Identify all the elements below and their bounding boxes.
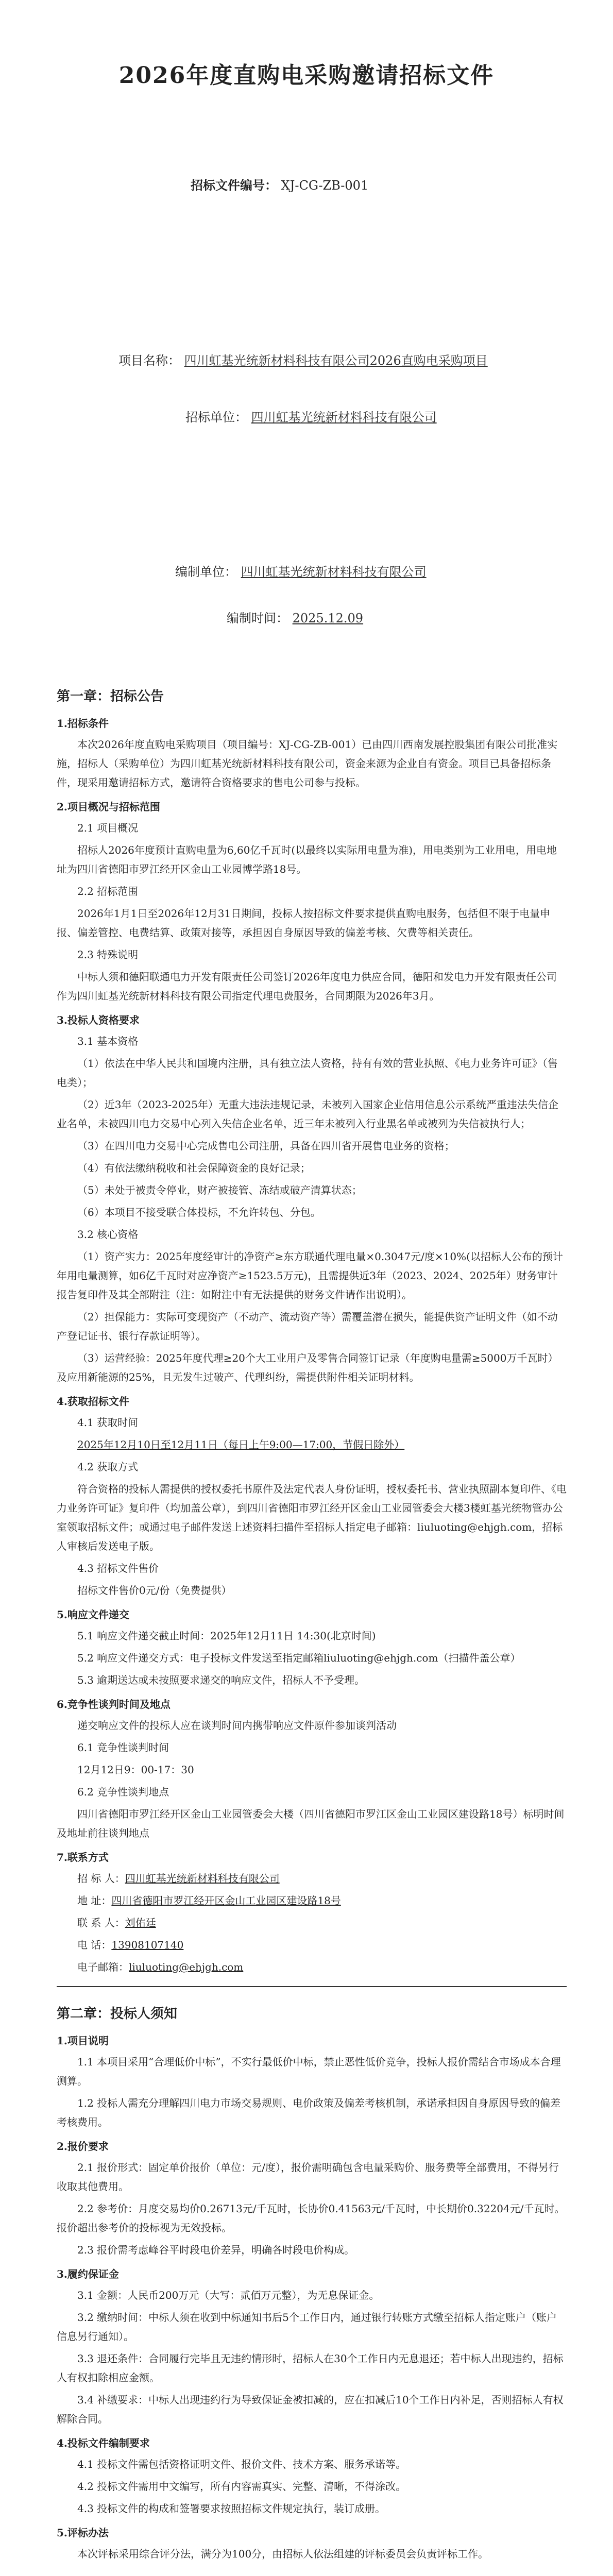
document-title: 2026年度直购电采购邀请招标文件 — [118, 62, 495, 89]
paragraph: 2026年1月1日至2026年12月31日期间，投标人按招标文件要求提供直购电服务，包括但不限于电量申报、偏差管控、电费结算、政策对接等，承担因自身原因导致的偏差考核、欠费等相关责任。 — [57, 907, 551, 939]
date-label: 编制时间： — [227, 611, 288, 625]
contact-line: 电 话：13908107140 — [77, 1939, 184, 1952]
section-heading: 4.获取招标文件 — [57, 1395, 129, 1408]
list-item: 4.2 投标文件需用中文编写，所有内容需真实、完整、清晰，不得涂改。 — [77, 2480, 406, 2493]
paragraph: 招标文件售价0元/份（免费提供） — [77, 1584, 232, 1597]
list-item: （2）担保能力：实际可变现资产（不动产、流动资产等）需覆盖潜在损失，能提供资产证明文件（如不动产登记证书、银行存款证明等）。 — [57, 1311, 558, 1343]
project-name-line — [118, 350, 488, 368]
subsection-title: 2.2 招标范围 — [77, 885, 139, 898]
paragraph: 符合资格的投标人需提供的授权委托书原件及法定代表人身份证明，授权委托书、营业执照副本复印件、《电力业务许可证》复印件（均加盖公章），到四川省德阳市罗江经开区金山工业园管委会大楼3楼虹基光统物管办公室领取招标文件；或通过电子邮件发送上述资料扫描件至招标人指定电子邮箱：liuluoting@ehjgh.com，招标人审核后发送电子版。 — [57, 1483, 567, 1553]
tender-number-label: 招标文件编号： — [191, 178, 277, 193]
list-item: 4.1 投标文件需包括资格证明文件、报价文件、技术方案、服务承诺等。 — [77, 2458, 406, 2471]
list-item: 2.3 报价需考虑峰谷平时段电价差异，明确各时段电价构成。 — [77, 2244, 355, 2257]
subsection-title: 4.2 获取方式 — [77, 1461, 139, 1473]
contact-value: 四川虹基光统新材料科技有限公司 — [125, 1872, 280, 1885]
paragraph: 12月12日9：00-17：30 — [77, 1764, 194, 1776]
section-heading: 3.履约保证金 — [57, 2268, 119, 2281]
list-item: 3.4 补缴要求：中标人出现违约行为导致保证金被扣减的，应在扣减后10个工作日内补足，否则招标人有权解除合同。 — [57, 2394, 564, 2426]
subsection-title: 2.3 特殊说明 — [77, 948, 139, 961]
contact-value: 13908107140 — [111, 1939, 184, 1952]
chapter-2-heading: 第二章：投标人须知 — [57, 2006, 178, 2022]
compiler-value: 四川虹基光统新材料科技有限公司 — [241, 565, 427, 579]
list-item: （3）在四川电力交易中心完成售电公司注册，具备在四川省开展售电业务的资格； — [77, 1140, 455, 1153]
tender-number-line — [191, 175, 368, 193]
section-heading: 4.投标文件编制要求 — [57, 2437, 150, 2450]
list-item: 5.3 逾期送达或未按照要求递交的响应文件，招标人不予受理。 — [77, 1674, 365, 1687]
section-heading: 5.评标办法 — [57, 2527, 109, 2539]
subsection-title: 2.1 项目概况 — [77, 822, 139, 835]
section-heading: 1.项目说明 — [57, 2035, 109, 2047]
compiler-label: 编制单位： — [175, 565, 237, 579]
paragraph: 本次评标采用综合评分法，满分为100分，由招标人依法组建的评标委员会负责评标工作。 — [77, 2548, 489, 2561]
chapter-1-heading: 第一章：招标公告 — [57, 689, 164, 704]
date-line — [227, 608, 363, 626]
section-heading: 2.报价要求 — [57, 2140, 109, 2153]
list-item: 4.3 投标文件的构成和签署要求按照招标文件规定执行，装订成册。 — [77, 2502, 386, 2515]
tenderer-line — [185, 407, 437, 425]
list-item: 1.1 本项目采用“合理低价中标”，不实行最低价中标，禁止恶性低价竞争，投标人报价需结合市场成本合理测算。 — [57, 2056, 561, 2088]
subsection-title: 6.1 竞争性谈判时间 — [77, 1741, 169, 1754]
contact-value: 四川省德阳市罗江经开区金山工业园区建设路18号 — [111, 1894, 341, 1907]
list-item: 2.2 参考价：月度交易均价0.26713元/千瓦时，长协价0.41563元/千瓦时，中长期价0.32204元/千瓦时。报价超出参考价的投标视为无效投标。 — [57, 2202, 565, 2234]
paragraph: 递交响应文件的投标人应在谈判时间内携带响应文件原件参加谈判活动 — [77, 1719, 397, 1732]
list-item: 3.3 退还条件：合同履行完毕且无违约情形时，招标人在30个工作日内无息退还；若中标人出现违约，招标人有权扣除相应金额。 — [57, 2352, 564, 2384]
contact-line: 联 系 人：刘佑廷 — [77, 1917, 156, 1929]
subsection-title: 4.3 招标文件售价 — [77, 1562, 159, 1575]
project-name-label: 项目名称： — [118, 353, 180, 368]
tenderer-value: 四川虹基光统新材料科技有限公司 — [251, 410, 437, 425]
tenderer-label: 招标单位： — [185, 410, 247, 425]
project-name-value: 四川虹基光统新材料科技有限公司2026直购电采购项目 — [184, 353, 488, 368]
tender-number-value: XJ-CG-ZB-001 — [281, 178, 369, 193]
section-heading: 3.投标人资格要求 — [57, 1014, 140, 1027]
list-item: 2.1 报价形式：固定单价报价（单位：元/度），报价需明确包含电量采购价、服务费等全部费用，不得另行收取其他费用。 — [57, 2161, 559, 2193]
date-value: 2025.12.09 — [292, 611, 364, 625]
list-item: （2）近3年（2023-2025年）无重大违法违规记录，未被列入国家企业信用信息公示系统严重违法失信企业名单，未被四川电力交易中心列入失信企业名单，近三年未被列入行业黑名单或被列为失信被执行人； — [57, 1098, 559, 1130]
contact-line: 地 址：四川省德阳市罗江经开区金山工业园区建设路18号 — [77, 1894, 341, 1907]
section-heading: 1.招标条件 — [57, 717, 109, 730]
subsection-title: 6.2 竞争性谈判地点 — [77, 1786, 169, 1799]
paragraph: 2025年12月10日至12月11日（每日上午9:00—17:00，节假日除外） — [77, 1438, 405, 1451]
compiler-line — [175, 562, 427, 580]
list-item: （1）资产实力：2025年度经审计的净资产≥东方联通代理电量×0.3047元/度×10%(以招标人公布的预计年用电量测算，如6亿千瓦时对应净资产≥1523.5万元)，且需提供近3年（2023、2024、2025年）财务审计报告复印件及其全部附注（注：如附注中有无法提供的财务文件请作出说明）。 — [57, 1250, 563, 1301]
subsection-title: 3.2 核心资格 — [77, 1228, 139, 1241]
section-heading: 7.联系方式 — [57, 1851, 109, 1864]
paragraph: 招标人2026年度预计直购电量为6,60亿千瓦时(以最终以实际用电量为准)，用电类别为工业用电，用电地址为四川省德阳市罗江经开区金山工业园博学路18号。 — [57, 844, 557, 876]
section-heading: 5.响应文件递交 — [57, 1608, 129, 1621]
list-item: （5）未处于被责令停业，财产被接管、冻结或破产清算状态； — [77, 1184, 362, 1197]
list-item: 3.2 缴纳时间：中标人须在收到中标通知书后5个工作日内，通过银行转账方式缴至招标人指定账户（账户信息另行通知）。 — [57, 2311, 557, 2343]
list-item: （3）运营经验：2025年度代理≥20个大工业用户及零售合同签订记录（年度购电量需≥5000万千瓦时）及应用新能源的25%，且无发生过破产、代理纠纷，需提供附件相关证明材料。 — [57, 1352, 558, 1384]
section-heading: 2.项目概况与招标范围 — [57, 801, 160, 814]
contact-email-link[interactable]: liuluoting@ehjgh.com — [129, 1961, 244, 1974]
paragraph: 中标人须和德阳联通电力开发有限责任公司签订2026年度电力供应合同，德阳和发电力开发有限责任公司作为四川虹基光统新材料科技有限公司指定代理电费服务，合同期限为2026年3月。 — [57, 971, 557, 1003]
subsection-title: 4.1 获取时间 — [77, 1416, 139, 1429]
list-item: 1.2 投标人需充分理解四川电力市场交易规则、电价政策及偏差考核机制，承诺承担因自身原因导致的偏差考核费用。 — [57, 2097, 561, 2129]
list-item: （4）有依法缴纳税收和社会保障资金的良好记录； — [77, 1162, 311, 1175]
subsection-title: 3.1 基本资格 — [77, 1035, 139, 1048]
list-item: （1）依法在中华人民共和国境内注册，具有独立法人资格，持有有效的营业执照、《电力业务许可证》（售电类）； — [57, 1057, 558, 1089]
paragraph: 四川省德阳市罗江经开区金山工业园管委会大楼（四川省德阳市罗江区金山工业园区建设路18号）标明时间及地址前往谈判地点 — [57, 1808, 565, 1840]
list-item: （6）本项目不接受联合体投标，不允许转包、分包。 — [77, 1206, 321, 1219]
document-body — [57, 670, 567, 2567]
list-item: 3.1 金额：人民币200万元（大写：贰佰万元整），为无息保证金。 — [77, 2289, 380, 2302]
divider — [57, 1986, 567, 1987]
contact-value: 刘佑廷 — [125, 1917, 156, 1929]
contact-line: 招 标 人：四川虹基光统新材料科技有限公司 — [77, 1872, 280, 1885]
section-heading: 6.竞争性谈判时间及地点 — [57, 1698, 171, 1711]
list-item: 5.2 响应文件递交方式：电子投标文件发送至指定邮箱liuluoting@ehjgh.com（扫描件盖公章） — [77, 1652, 521, 1665]
paragraph: 本次2026年度直购电采购项目（项目编号：XJ-CG-ZB-001）已由四川西南发展控股集团有限公司批准实施，招标人（采购单位）为四川虹基光统新材料科技有限公司，资金来源为企业自有资金。项目已具备招标条件，现采用邀请招标方式，邀请符合资格要求的售电公司参与投标。 — [57, 738, 558, 789]
contact-line: 电子邮箱：liuluoting@ehjgh.com — [77, 1961, 244, 1974]
list-item: 5.1 响应文件递交截止时间：2025年12月11日 14:30(北京时间) — [77, 1630, 376, 1642]
